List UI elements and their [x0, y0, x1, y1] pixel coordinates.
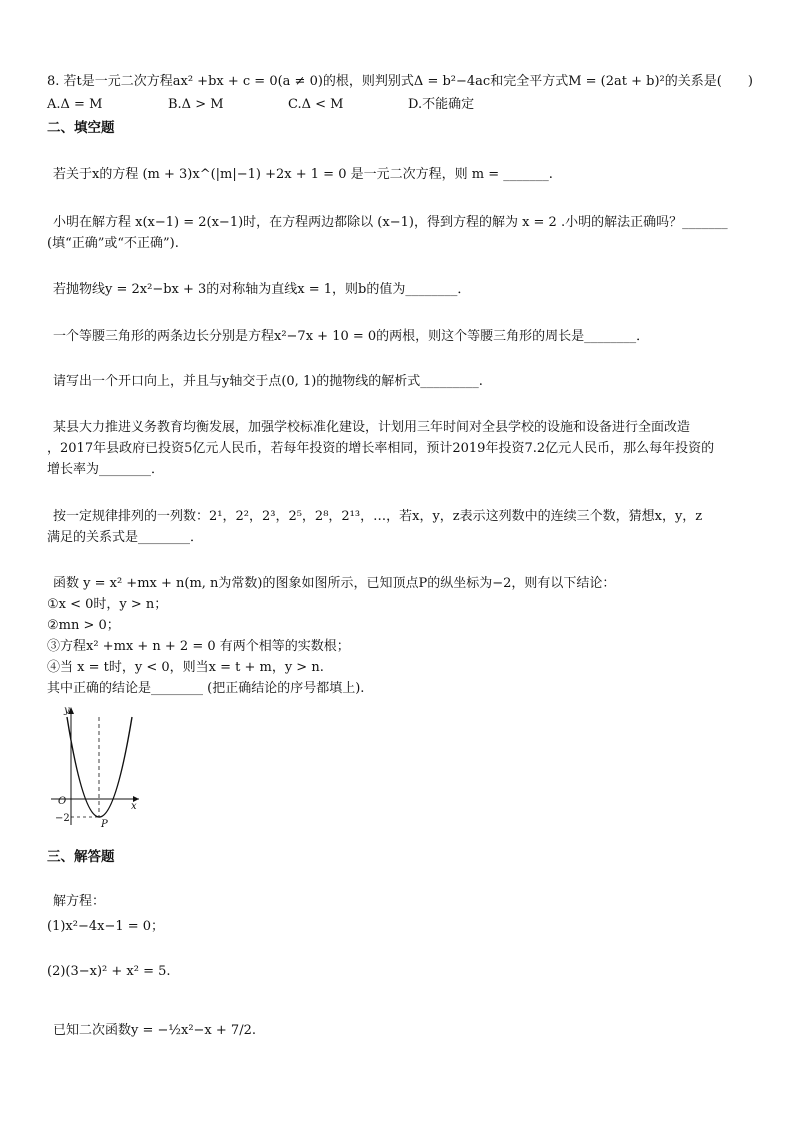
section-title-solve: 三、解答题 — [47, 849, 115, 865]
fill-question-2-line1: 小明在解方程 x(x−1) = 2(x−1)时，在方程两边都除以 (x−1)，得到方程的解为 x = 2 .小明的解法正确吗？_______ — [53, 215, 728, 230]
q8-option-d: D.不能确定 — [408, 97, 475, 112]
tick-label-minus-2: −2 — [55, 813, 70, 824]
fill-question-5: 请写出一个开口向上，并且与y轴交于点(0, 1)的抛物线的解析式_________. — [53, 374, 483, 389]
solve-question-2: 已知二次函数y = −½x²−x + 7/2. — [53, 1023, 256, 1038]
solve-intro: 解方程： — [53, 894, 106, 909]
fill-question-2-line2: (填“正确”或“不正确”). — [47, 236, 179, 251]
q8-option-b: B.Δ > M — [168, 97, 224, 112]
fill-question-1: 若关于x的方程 (m + 3)x^(|m|−1) +2x + 1 = 0 是一元二次方程，则 m = _______. — [53, 167, 553, 182]
origin-label: O — [58, 796, 67, 807]
fill-question-8-conclusion-2: ②mn > 0； — [47, 618, 120, 633]
fill-question-8-ending: 其中正确的结论是________ (把正确结论的序号都填上). — [47, 681, 365, 696]
fill-question-8-conclusion-1: ①x < 0时，y > n； — [47, 597, 168, 612]
q8-option-c: C.Δ < M — [288, 97, 344, 112]
fill-question-6-line3: 增长率为________． — [47, 462, 165, 477]
fill-question-8-conclusion-4: ④当 x = t时，y < 0，则当x = t + m，y > n. — [47, 660, 324, 675]
solve-equation-1: (1)x²−4x−1 = 0； — [47, 919, 165, 934]
y-axis-label: y — [64, 705, 70, 716]
fill-question-6-line1: 某县大力推进义务教育均衡发展，加强学校标准化建设，计划用三年时间对全县学校的设施和设备进行全面改造 — [53, 420, 691, 435]
q8-stem: 8. 若t是一元二次方程ax² +bx + c = 0(a ≠ 0)的根，则判别式Δ = b²−4ac和完全平方式M = (2at + b)²的关系是( ) — [47, 74, 753, 89]
fill-question-6-line2: ，2017年县政府已投资5亿元人民币，若每年投资的增长率相同，预计2019年投资7.2亿元人民币，那么每年投资的 — [47, 441, 715, 456]
x-axis-label: x — [131, 801, 137, 812]
fill-question-8-conclusion-3: ③方程x² +mx + n + 2 = 0 有两个相等的实数根； — [47, 639, 350, 654]
fill-question-8-intro: 函数 y = x² +mx + n(m, n为常数)的图象如图所示，已知顶点P的纵坐标为−2，则有以下结论： — [53, 576, 616, 591]
fill-question-4: 一个等腰三角形的两条边长分别是方程x²−7x + 10 = 0的两根，则这个等腰三角形的周长是________． — [53, 329, 650, 344]
vertex-label: P — [101, 819, 108, 830]
section-title-fill: 二、填空题 — [47, 120, 115, 136]
fill-question-7-line2: 满足的关系式是________． — [47, 530, 204, 545]
parabola-graph — [47, 705, 159, 830]
fill-question-3: 若抛物线y = 2x²−bx + 3的对称轴为直线x = 1，则b的值为________． — [53, 282, 471, 297]
q8-option-a: A.Δ = M — [47, 97, 103, 112]
fill-question-7-line1: 按一定规律排列的一列数：2¹，2²，2³，2⁵，2⁸，2¹³，…，若x，y，z表示这列数中的连续三个数，猜想x，y，z — [53, 509, 703, 524]
solve-equation-2: (2)(3−x)² + x² = 5. — [47, 964, 171, 979]
parabola-curve — [67, 717, 132, 817]
